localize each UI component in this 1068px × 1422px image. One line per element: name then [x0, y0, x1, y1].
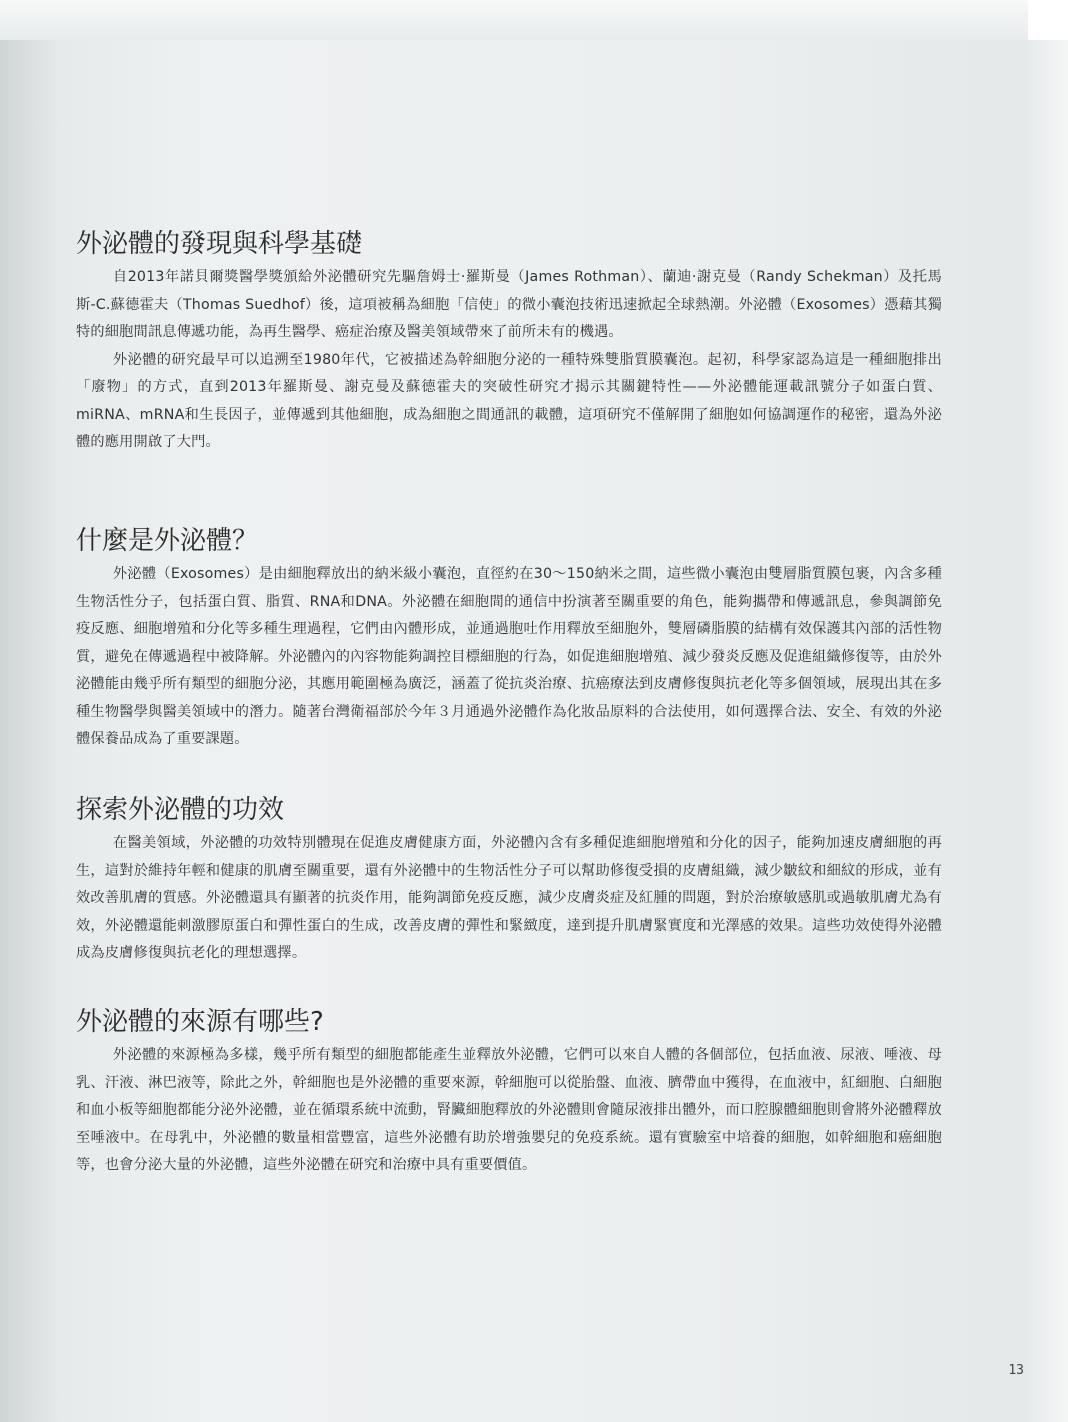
- page-corner: [1028, 0, 1068, 40]
- page-right-edge: [1028, 40, 1068, 1422]
- paragraph: 外泌體（Exosomes）是由細胞釋放出的納米級小囊泡，直徑約在30～150納米之間，這些微小囊泡由雙層脂質膜包裹，內含多種生物活性分子，包括蛋白質、脂質、RNA和DNA。外泌體在細胞間的通信中扮演著至關重要的角色，能夠攜帶和傳遞訊息，參與調節免疫反應、細胞增殖和分化等多種生理過程，它們由內體形成，並通過胞吐作用釋放至細胞外，雙層磷脂膜的結構有效保護其內部的活性物質，避免在傳遞過程中被降解。外泌體內的內容物能夠調控目標細胞的行為，如促進細胞增殖、減少發炎反應及促進組織修復等，由於外泌體能由幾乎所有類型的細胞分泌，其應用範圍極為廣泛，涵蓋了從抗炎治療、抗癌療法到皮膚修復與抗老化等多個領域，展現出其在多種生物醫學與醫美領域中的潛力。隨著台灣衛福部於今年３月通過外泌體作為化妝品原料的合法使用，如何選擇合法、安全、有效的外泌體保養品成為了重要課題。: [76, 566, 942, 747]
- section-heading: 外泌體的發現與科學基礎: [76, 229, 363, 259]
- page-number: 13: [1008, 1363, 1024, 1378]
- section-sources: [76, 1004, 942, 1180]
- paragraph: 外泌體的來源極為多樣，幾乎所有類型的細胞都能產生並釋放外泌體，它們可以來自人體的各個部位，包括血液、尿液、唾液、母乳、汗液、淋巴液等，除此之外，幹細胞也是外泌體的重要來源，幹細胞可以從胎盤、血液、臍帶血中獲得，在血液中，紅細胞、白細胞和血小板等細胞都能分泌外泌體，並在循環系統中流動，腎臟細胞釋放的外泌體則會隨尿液排出體外，而口腔腺體細胞則會將外泌體釋放至唾液中。在母乳中，外泌體的數量相當豐富，這些外泌體有助於增強嬰兒的免疫系統。還有實驗室中培養的細胞，如幹細胞和癌細胞等，也會分泌大量的外泌體，這些外泌體在研究和治療中具有重要價值。: [76, 1047, 942, 1173]
- section-heading: 探索外泌體的功效: [76, 795, 285, 825]
- section-heading: 什麼是外泌體？: [76, 526, 259, 556]
- paragraph: 自2013年諾貝爾獎醫學獎頒給外泌體研究先驅詹姆士·羅斯曼（James Rothman）、蘭迪·謝克曼（Randy Schekman）及托馬斯-C.蘇德霍夫（Thomas Suedhof）後，這項被稱為細胞「信使」的微小囊泡技術迅速掀起全球熱潮。外泌體（Exosomes）憑藉其獨特的細胞間訊息傳遞功能，為再生醫學、癌症治療及醫美領域帶來了前所未有的機遇。: [76, 269, 942, 340]
- paragraph: 外泌體的研究最早可以追溯至1980年代，它被描述為幹細胞分泌的一種特殊雙脂質膜囊泡。起初，科學家認為這是一種細胞排出「廢物」的方式，直到2013年羅斯曼、謝克曼及蘇德霍夫的突破性研究才揭示其關鍵特性——外泌體能運載訊號分子如蛋白質、miRNA、mRNA和生長因子，並傳遞到其他細胞，成為細胞之間通訊的載體，這項研究不僅解開了細胞如何協調運作的秘密，還為外泌體的應用開啟了大門。: [76, 351, 942, 450]
- page-top-edge: [0, 0, 1028, 40]
- section-heading: 外泌體的來源有哪些?: [76, 1007, 324, 1037]
- section-discovery: [76, 226, 942, 457]
- paragraph: 在醫美領域，外泌體的功效特別體現在促進皮膚健康方面，外泌體內含有多種促進細胞增殖和分化的因子，能夠加速皮膚細胞的再生，這對於維持年輕和健康的肌膚至關重要，還有外泌體中的生物活性分子可以幫助修復受損的皮膚組織，減少皺紋和細紋的形成，並有效改善肌膚的質感。外泌體還具有顯著的抗炎作用，能夠調節免疫反應，減少皮膚炎症及紅腫的問題，對於治療敏感肌或過敏肌膚尤為有效，外泌體還能刺激膠原蛋白和彈性蛋白的生成，改善皮膚的彈性和緊緻度，達到提升肌膚緊實度和光澤感的效果。這些功效使得外泌體成為皮膚修復與抗老化的理想選擇。: [76, 835, 942, 961]
- section-efficacy: [76, 792, 942, 968]
- section-what-is-exosome: [76, 523, 942, 754]
